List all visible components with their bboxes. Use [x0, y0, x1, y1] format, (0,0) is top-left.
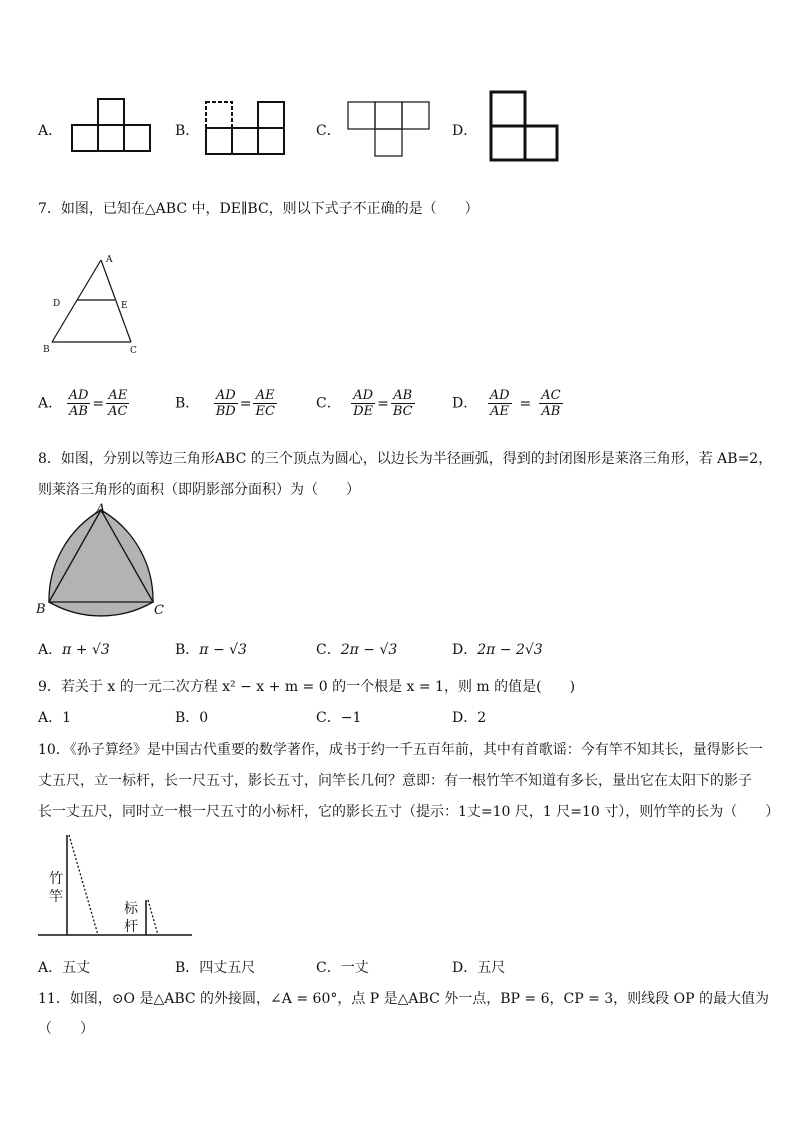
q10-stick-label-1: 标 [124, 901, 138, 917]
q7-option-d-left-fraction: $\frac{AD}{AE}$ [489, 388, 510, 419]
q7-label-d: D [53, 299, 61, 309]
q7-option-b: B． $\frac{AD}{BD}$ = $\frac{AE}{EC}$ [175, 388, 275, 419]
q7-option-b-label: B． [175, 395, 200, 412]
q10-pole-shadow-ray [69, 835, 98, 935]
q10-stick-shadow-ray [148, 900, 158, 935]
q7-option-a-label: A． [38, 395, 63, 412]
q7-triangle-figure [40, 250, 150, 360]
q10-pole-label-2: 竿 [49, 889, 63, 905]
q7-label-e: E [121, 301, 128, 311]
q7-option-b-right-fraction: $\frac{AE}{EC}$ [255, 388, 275, 419]
q10-stem-line-1: 10．《孙子算经》是中国古代重要的数学著作，成书于约一千五百年前，其中有首歌谣：今有竿不知其长，量得影长一 [38, 742, 763, 758]
q6-option-a-figure [68, 97, 154, 155]
q7-label-b: B [43, 345, 50, 355]
q7-stem: 7．如图，已知在△ABC 中，DE∥BC，则以下式子不正确的是（ ） [38, 201, 479, 217]
q10-stem-line-2: 丈五尺，立一标杆，长一尺五寸，影长五寸，问竿长几何？意即：有一根竹竿不知道有多长，量出它在太阳下的影子 [38, 773, 752, 789]
q6-option-b-figure [202, 99, 290, 159]
q7-option-c-right-fraction: $\frac{AB}{BC}$ [392, 388, 413, 419]
q7-option-a-left-fraction: $\frac{AD}{AB}$ [68, 388, 89, 419]
q6-option-a-label: A． [38, 123, 63, 139]
q8-label-b: B [36, 602, 46, 617]
q9-option-c: C．−1 [316, 710, 362, 726]
q10-option-b: B．四丈五尺 [175, 960, 256, 976]
q8-option-c: C．2π − √3 [316, 642, 398, 658]
q11-stem-line-2: （ ） [38, 1021, 94, 1037]
q7-option-a: A． $\frac{AD}{AB}$ = $\frac{AE}{AC}$ [38, 388, 128, 419]
q7-option-d-label: D． [452, 395, 478, 412]
q9-stem: 9．若关于 x 的一元二次方程 x² − x + m = 0 的一个根是 x = 1，则 m 的值是( ) [38, 679, 576, 695]
q6-option-d-label: D． [452, 123, 478, 139]
q10-stick-label-2: 杆 [124, 919, 138, 935]
q7-label-c: C [130, 346, 137, 356]
q7-option-a-right-fraction: $\frac{AE}{AC}$ [108, 388, 128, 419]
q10-stem-line-3: 长一丈五尺，同时立一根一尺五寸的小标杆，它的影长五寸（提示：1丈=10 尺，1 尺=10 寸），则竹竿的长为（ ） [38, 804, 780, 820]
q8-stem-line-2: 则莱洛三角形的面积（即阴影部分面积）为（ ） [38, 482, 360, 498]
q8-reuleaux-figure [34, 500, 174, 620]
q7-option-c-left-fraction: $\frac{AD}{DE}$ [353, 388, 374, 419]
q7-option-d: D． $\frac{AD}{AE}$ = $\frac{AC}{AB}$ [452, 388, 561, 419]
q8-option-a: A．π + √3 [38, 642, 110, 658]
q8-label-a: A [96, 502, 106, 517]
q6-option-d-figure [486, 88, 562, 164]
q6-option-b-label: B． [175, 123, 200, 139]
q8-label-c: C [154, 603, 164, 618]
q8-reuleaux-shaded-region [49, 510, 153, 616]
q9-option-d: D．2 [452, 710, 487, 726]
q8-stem-line-1: 8．如图，分别以等边三角形ABC 的三个顶点为圆心，以边长为半径画弧，得到的封闭图形是莱洛三角形，若 AB=2， [38, 451, 773, 467]
q10-option-a: A．五丈 [38, 960, 91, 976]
q7-option-c: C． $\frac{AD}{DE}$ = $\frac{AB}{BC}$ [316, 388, 413, 419]
q11-stem-line-1: 11．如图，⊙O 是△ABC 的外接圆，∠A = 60°，点 P 是△ABC 外一点，BP = 6，CP = 3，则线段 OP 的最大值为 [38, 991, 769, 1007]
q6-option-c-label: C． [316, 123, 341, 139]
q8-option-b: B．π − √3 [175, 642, 247, 658]
q10-option-c: C．一丈 [316, 960, 369, 976]
q10-pole-label-1: 竹 [49, 871, 63, 887]
q7-option-c-label: C． [316, 395, 341, 412]
q7-option-b-left-fraction: $\frac{AD}{BD}$ [215, 388, 236, 419]
q9-option-b: B．0 [175, 710, 209, 726]
q7-label-a: A [106, 255, 113, 265]
q7-option-d-right-fraction: $\frac{AC}{AB}$ [541, 388, 561, 419]
q6-option-c-figure [344, 98, 432, 158]
q8-option-d: D．2π − 2√3 [452, 642, 543, 658]
q9-option-a: A．1 [38, 710, 72, 726]
q10-pole-figure [36, 830, 196, 940]
q10-option-d: D．五尺 [452, 960, 506, 976]
